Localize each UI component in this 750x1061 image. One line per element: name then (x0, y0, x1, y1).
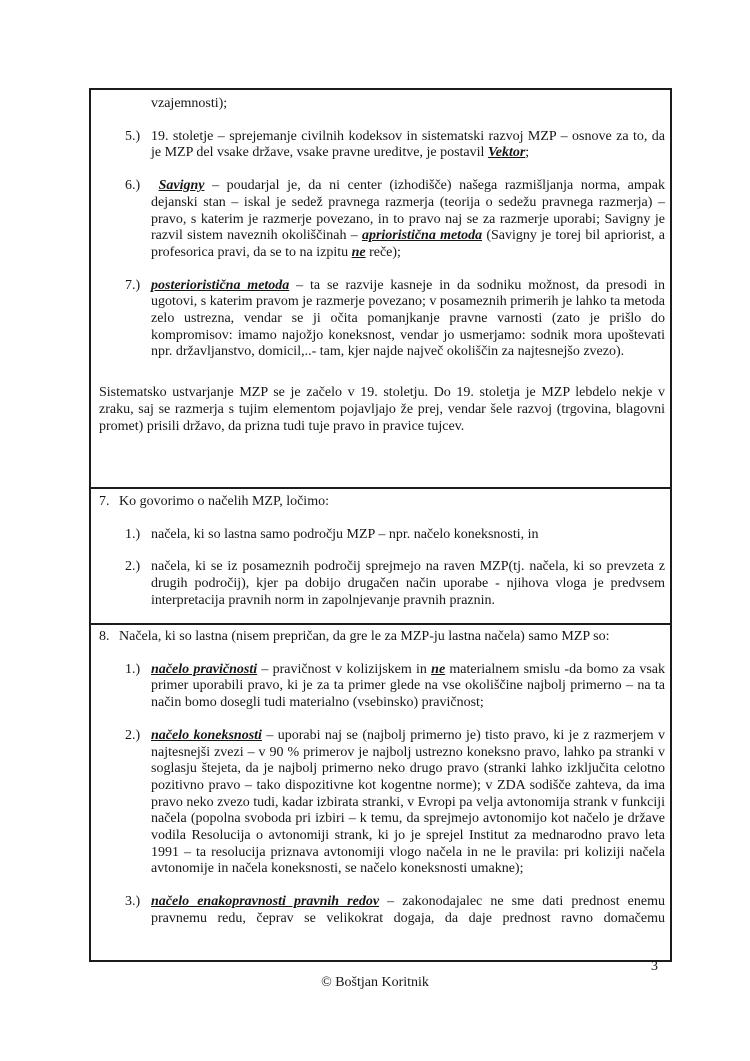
list-item (99, 527, 665, 544)
list-marker: 1.) (125, 661, 141, 677)
text-run: Ko govorimo o načelih MZP, ločimo: (119, 494, 329, 509)
list-item (99, 662, 665, 712)
continued-text (99, 96, 665, 113)
text-run: načela, ki so lastna samo področju MZP – npr. načelo koneksnosti, in (151, 526, 539, 542)
block-text (151, 278, 665, 360)
list-item (99, 894, 665, 927)
list-marker: 7. (99, 494, 110, 509)
list-marker: 1.) (125, 526, 141, 542)
list-marker: 2.) (125, 559, 141, 575)
paragraph (99, 385, 665, 435)
block-text (151, 559, 665, 607)
block-text (151, 894, 665, 926)
list-marker: 2.) (125, 727, 141, 743)
block-text (151, 129, 665, 161)
section-7-nacela-mzp (91, 487, 670, 623)
text-run: – pravičnost v kolizijskem in (257, 661, 432, 677)
block-text (119, 629, 610, 644)
text-run: načela, ki se iz posameznih področij sprejmejo na raven MZP(tj. načela, ki so prevzeta z drugih področij), kjer pa dobijo drugačen način uporabe - njihova vloga je predvsem interpretacija pravnih norm in zapolnjevanje pravnih praznin. (151, 559, 665, 608)
text-run: – poudarjal je, da ni center (izhodišče) našega razmišljanja norma, ampak dejanski stan – iskal je sedež pravnega razmerja (teorija o sedežu pravnega razmerja) – pravo, s katerim je razmerje povezano, in to pravo naj se za razmerje uporabi; Savigny je razvil sistem naveznih okoliščinah – (151, 178, 665, 244)
list-marker: 6.) (125, 178, 141, 194)
list-marker: 8. (99, 629, 110, 644)
block-text (151, 178, 665, 260)
section-history-continued (91, 90, 670, 487)
emphasized-term: posterioristična metoda (151, 277, 290, 293)
page-number: 3 (651, 959, 658, 974)
list-marker: 7.) (125, 277, 141, 293)
text-run: ; (525, 145, 530, 161)
block-text (119, 494, 329, 509)
list-item (99, 278, 665, 362)
list-item (99, 559, 665, 609)
emphasized-term: načelo enakopravnosti pravnih redov (151, 894, 380, 910)
block-text (99, 385, 665, 433)
text-run: Sistematsko ustvarjanje MZP se je začelo v 19. stoletju. Do 19. stoletja je MZP lebdelo nekje v zraku, saj se razmerja s tujim elementom pojavljajo že prej, vendar šele razvoj (trgovina, blagovni promet) prisili državo, da prizna tudi tuje pravo in pravice tujcev. (99, 385, 665, 434)
text-run: vzajemnosti); (151, 96, 228, 111)
text-run: materialnem smislu -da bomo za vsak primer uporabili pravo, ki je za ta primer glede na vse okoliščine najbolj primerno – na ta način bomo dosegli tudi materialno (vsebinsko) pravičnost; (151, 661, 666, 711)
list-marker: 5.) (125, 128, 141, 144)
block-text (151, 662, 665, 710)
list-item (99, 728, 665, 878)
emphasized-term: Savigny (158, 178, 205, 194)
block-text (151, 527, 539, 542)
copyright-line: © Boštjan Koritnik (321, 975, 429, 990)
emphasized-term: Vektor (487, 145, 526, 161)
emphasized-term: načelo pravičnosti (151, 661, 258, 677)
text-run: – uporabi naj se (najbolj primerno je) tisto pravo, ki je z razmerjem v najtesnejši zvezi – v 90 % primerov je najbolj ustrezno koneksno pravo, lahko pa stranki v soglasju štejeta, da je najbolj primerno neko drugo pravo (stranki lahko izključita celotno pozitivno pravo – tako dispozitivne kot kogentne norme); v ZDA sodišče zahteva, da ima pravo neko zvezo tudi, kadar izbirata stranki, v Evropi pa velja avtonomija strank v funkciji načela (popolna svoboda pri izbiri – k temu, da sprejmejo avtonomijo kot načelo je države vodila Resolucija o avtonomiji strank, ki jo je sprejel Institut za mednarodno pravo leta 1991 – ta resolucija priznava avtonomiji vlogo načela in ne le pravila: pri koliziji načela avtonomije in načela koneksnosti, se načelo koneksnosti umakne); (151, 727, 665, 877)
text-run: – ta se razvije kasneje in da sodniku možnost, da presodi in ugotovi, s katerim pravom je razmerje povezano; v posameznih primerih je lahko ta metoda zelo ustrezna, vendar se ji očita pomanjkanje pravne varnosti (zato je prišlo do kompromisov: imamo najožjo koneksnost, vendar jo usmerjamo: sodnik mora upoštevati npr. državljanstvo, domicil,..- tam, kjer najde največ okoliščin za najtesnejšo zvezo). (151, 277, 665, 360)
section-8-lastna-nacela (91, 623, 670, 958)
list-item (99, 178, 665, 262)
block-text (151, 96, 227, 111)
section-heading (99, 494, 665, 511)
text-run: reče); (365, 244, 401, 260)
emphasized-term: aprioristična metoda (361, 228, 483, 244)
text-run: (Savigny je torej bil apriorist, a profesorica pravi, da se to na izpitu (151, 228, 665, 260)
emphasized-term: ne (431, 661, 446, 677)
list-marker: 3.) (125, 894, 141, 910)
text-run (151, 178, 159, 193)
text-run: Načela, ki so lastna (nisem prepričan, da gre le za MZP-ju lastna načela) samo MZP so: (119, 629, 610, 644)
block-text (151, 728, 665, 877)
section-heading (99, 629, 665, 646)
text-run: 19. stoletje – sprejemanje civilnih kodeksov in sistematski razvoj MZP – osnove za to, da je MZP del vsake države, vsake pravne ureditve, je postavil (151, 128, 665, 161)
emphasized-term: načelo koneksnosti (151, 727, 262, 743)
text-run: – zakonodajalec ne sme dati prednost enemu pravnemu redu, čeprav se velikokrat dogaja, da daje prednost ravno domačemu (151, 894, 666, 926)
emphasized-term: ne (351, 244, 366, 260)
list-item (99, 129, 665, 162)
document-table (89, 88, 672, 962)
